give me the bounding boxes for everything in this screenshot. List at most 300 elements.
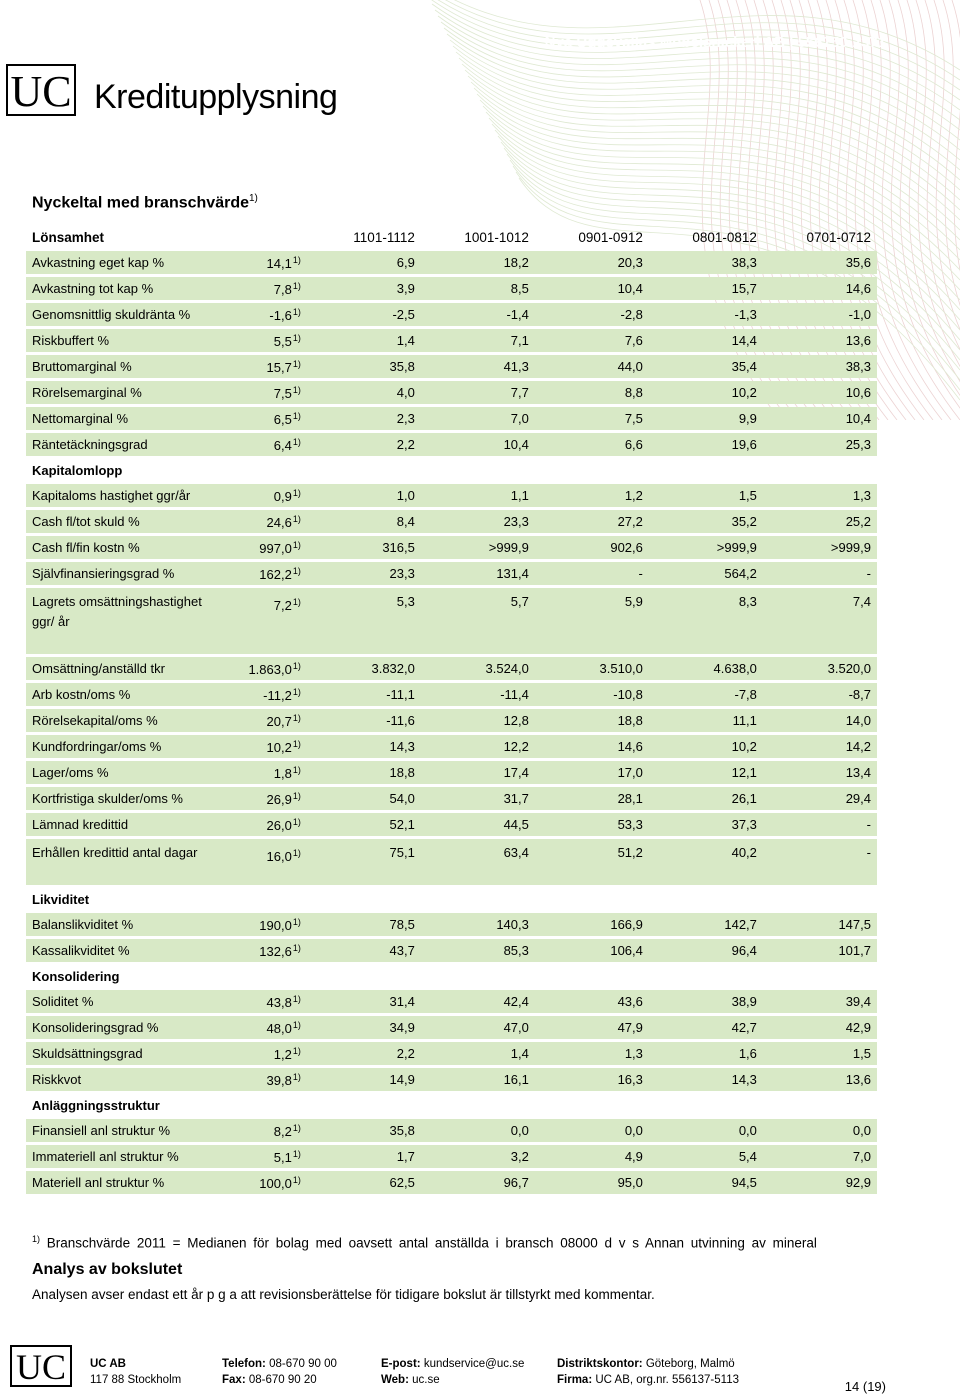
value-cell: 96,4 — [649, 939, 763, 962]
value-cell: 78,5 — [307, 913, 421, 936]
footnote-mark: 1) — [292, 384, 301, 395]
footnote: $^{1)}$ Branschvärde 2011 = Medianen för bolag med oavsett antal anställda i bransch 08000 d v s Annan utvinning av mineral — [32, 1234, 817, 1251]
benchmark-cell — [220, 813, 307, 836]
value-cell: 38,3 — [763, 355, 877, 378]
column-header: 0801-0812 — [692, 229, 757, 245]
footnote-mark: 1) — [292, 712, 301, 723]
group-title: Kapitalomlopp — [32, 462, 123, 478]
value-cell: 7,0 — [421, 407, 535, 430]
value-cell: 7,0 — [763, 1145, 877, 1168]
benchmark-value: 48,0 — [266, 1020, 292, 1036]
row-label: Immateriell anl struktur % — [26, 1145, 220, 1168]
value-cell: 62,5 — [307, 1171, 421, 1194]
group-header-row — [26, 459, 877, 481]
footer-offices: Distriktskontor: Göteborg, Malmö Firma: UC AB, org.nr. 556137-5113 — [557, 1358, 739, 1386]
value-cell: 27,2 — [535, 510, 649, 533]
table-row — [26, 355, 877, 378]
row-label: Kundfordringar/oms % — [26, 735, 220, 758]
value-cell: -2,8 — [535, 303, 649, 326]
table-row — [26, 1119, 877, 1142]
value-cell: 85,3 — [421, 939, 535, 962]
group-title: Anläggningsstruktur — [32, 1097, 160, 1113]
value-cell: 39,4 — [763, 990, 877, 1013]
value-cell: 3.524,0 — [421, 657, 535, 680]
value-cell: >999,9 — [421, 536, 535, 559]
value-cell: 3.510,0 — [535, 657, 649, 680]
value-cell: 31,7 — [421, 787, 535, 810]
value-cell: 23,3 — [421, 510, 535, 533]
value-cell: 1,5 — [649, 484, 763, 507]
benchmark-value: 0,9 — [273, 488, 292, 504]
benchmark-value: 26,9 — [266, 791, 292, 807]
benchmark-value: 5,5 — [273, 333, 292, 349]
value-cell: 2,2 — [307, 433, 421, 456]
table-row — [26, 1042, 877, 1065]
value-cell: 3.832,0 — [307, 657, 421, 680]
footnote-mark: 1) — [292, 306, 301, 317]
value-cell: 18,2 — [421, 251, 535, 274]
value-cell: 29,4 — [763, 787, 877, 810]
value-cell: 42,9 — [763, 1016, 877, 1039]
value-cell: 9,9 — [649, 407, 763, 430]
value-cell: - — [535, 562, 649, 585]
value-cell: 1,6 — [649, 1042, 763, 1065]
table-row — [26, 735, 877, 758]
table-header-row — [26, 226, 877, 248]
value-cell: 7,4 — [763, 588, 877, 654]
column-header: 1101-1112 — [353, 229, 415, 245]
value-cell: >999,9 — [649, 536, 763, 559]
row-label: Kassalikviditet % — [26, 939, 220, 962]
group-title: Likviditet — [32, 891, 90, 907]
value-cell: 2,3 — [307, 407, 421, 430]
value-cell: 142,7 — [649, 913, 763, 936]
value-cell: 14,0 — [763, 709, 877, 732]
group-header-row — [26, 965, 877, 987]
footnote-mark: 1) — [292, 565, 301, 576]
value-cell: -8,7 — [763, 683, 877, 706]
footnote-mark: 1) — [292, 1174, 301, 1185]
footnote-mark: 1) — [292, 539, 301, 550]
table-row — [26, 536, 877, 559]
analysis-title: Analys av bokslutet — [32, 1261, 183, 1278]
benchmark-value: 1,8 — [273, 765, 292, 781]
value-cell: -11,1 — [307, 683, 421, 706]
footnote-mark: 1) — [292, 410, 301, 421]
value-cell: 37,3 — [649, 813, 763, 836]
value-cell: 3,9 — [307, 277, 421, 300]
value-cell: 17,4 — [421, 761, 535, 784]
value-cell: 17,0 — [535, 761, 649, 784]
value-cell: 18,8 — [307, 761, 421, 784]
footnote-mark: 1) — [292, 1019, 301, 1030]
column-header: 0901-0912 — [578, 229, 643, 245]
row-label: Erhållen kredittid antal dagar — [26, 839, 220, 885]
benchmark-cell — [220, 683, 307, 706]
value-cell: 44,0 — [535, 355, 649, 378]
benchmark-cell — [220, 1145, 307, 1168]
benchmark-value: 7,2 — [273, 598, 292, 613]
value-cell: 1,2 — [535, 484, 649, 507]
benchmark-cell — [220, 588, 307, 654]
value-cell: 16,1 — [421, 1068, 535, 1091]
value-cell: 42,7 — [649, 1016, 763, 1039]
table-row — [26, 1068, 877, 1091]
value-cell: 38,3 — [649, 251, 763, 274]
value-cell: 38,9 — [649, 990, 763, 1013]
value-cell: 94,5 — [649, 1171, 763, 1194]
value-cell: 51,2 — [535, 839, 649, 885]
table-row — [26, 913, 877, 936]
value-cell: 14,3 — [307, 735, 421, 758]
footnote-mark: 1) — [292, 254, 301, 265]
table-row — [26, 381, 877, 404]
benchmark-cell — [220, 761, 307, 784]
value-cell: - — [763, 839, 877, 885]
row-label: Arb kostn/oms % — [26, 683, 220, 706]
value-cell: 564,2 — [649, 562, 763, 585]
table-row — [26, 588, 877, 654]
value-cell: 10,4 — [763, 407, 877, 430]
row-label: Kapitaloms hastighet ggr/år — [26, 484, 220, 507]
table-row — [26, 683, 877, 706]
value-cell: >999,9 — [763, 536, 877, 559]
value-cell: 12,1 — [649, 761, 763, 784]
table-row — [26, 329, 877, 352]
benchmark-value: -11,2 — [263, 687, 292, 703]
footer-contact: E-post: kundservice@uc.se Web: uc.se — [381, 1358, 525, 1386]
value-cell: 35,2 — [649, 510, 763, 533]
benchmark-value: 20,7 — [266, 713, 292, 729]
value-cell: -1,4 — [421, 303, 535, 326]
benchmark-value: 100,0 — [259, 1175, 292, 1191]
column-header: 0701-0712 — [806, 229, 871, 245]
benchmark-value: 7,8 — [273, 281, 292, 297]
value-cell: 131,4 — [421, 562, 535, 585]
row-label: Omsättning/anställd tkr — [26, 657, 220, 680]
value-cell: -11,4 — [421, 683, 535, 706]
value-cell: 14,2 — [763, 735, 877, 758]
benchmark-cell — [220, 1016, 307, 1039]
value-cell: 0,0 — [649, 1119, 763, 1142]
table-row — [26, 813, 877, 836]
value-cell: 5,9 — [535, 588, 649, 654]
value-cell: 26,1 — [649, 787, 763, 810]
value-cell: 23,3 — [307, 562, 421, 585]
table-row — [26, 709, 877, 732]
table-row — [26, 484, 877, 507]
value-cell: 75,1 — [307, 839, 421, 885]
benchmark-cell — [220, 1042, 307, 1065]
value-cell: 10,2 — [649, 381, 763, 404]
footnote-mark: 1) — [292, 332, 301, 343]
table-row — [26, 761, 877, 784]
value-cell: 15,7 — [649, 277, 763, 300]
table-row — [26, 990, 877, 1013]
value-cell: 4,0 — [307, 381, 421, 404]
value-cell: 166,9 — [535, 913, 649, 936]
benchmark-value: 26,0 — [266, 817, 292, 833]
row-label: Lagrets omsättningshastighet ggr/ år — [26, 588, 220, 654]
value-cell: 1,4 — [421, 1042, 535, 1065]
benchmark-cell — [220, 407, 307, 430]
table-row — [26, 1171, 877, 1194]
value-cell: 92,9 — [763, 1171, 877, 1194]
svg-text:UC: UC — [15, 1347, 67, 1387]
value-cell: 1,5 — [763, 1042, 877, 1065]
row-label: Kortfristiga skulder/oms % — [26, 787, 220, 810]
benchmark-value: 1.863,0 — [248, 661, 292, 677]
footnote-mark: 1) — [292, 993, 301, 1004]
benchmark-cell — [220, 787, 307, 810]
benchmark-value: -1,6 — [269, 307, 292, 323]
benchmark-cell — [220, 1068, 307, 1091]
benchmark-cell — [220, 709, 307, 732]
footnote-mark: 1) — [292, 513, 301, 524]
key-ratios-table — [26, 223, 877, 1197]
value-cell: -10,8 — [535, 683, 649, 706]
footnote-mark: 1) — [292, 686, 301, 697]
value-cell: 43,6 — [535, 990, 649, 1013]
row-label: Nettomarginal % — [26, 407, 220, 430]
document-title: Kreditupplysning — [94, 78, 338, 116]
row-label: Riskkvot — [26, 1068, 220, 1091]
value-cell: 147,5 — [763, 913, 877, 936]
value-cell: 25,2 — [763, 510, 877, 533]
value-cell: 96,7 — [421, 1171, 535, 1194]
benchmark-value: 7,5 — [273, 385, 292, 401]
value-cell: 35,8 — [307, 1119, 421, 1142]
table-row — [26, 939, 877, 962]
value-cell: 41,3 — [421, 355, 535, 378]
benchmark-cell — [220, 303, 307, 326]
footnote-mark: 1) — [292, 942, 301, 953]
group-title: Lönsamhet — [32, 229, 105, 245]
benchmark-value: 6,4 — [273, 437, 292, 453]
value-cell: 16,3 — [535, 1068, 649, 1091]
value-cell: 5,7 — [421, 588, 535, 654]
value-cell: 14,6 — [763, 277, 877, 300]
footnote-mark: 1) — [292, 764, 301, 775]
table-row — [26, 839, 877, 885]
benchmark-cell — [220, 381, 307, 404]
value-cell: 10,6 — [763, 381, 877, 404]
value-cell: 5,4 — [649, 1145, 763, 1168]
value-cell: 44,5 — [421, 813, 535, 836]
footnote-mark: 1) — [292, 1148, 301, 1159]
row-label: Materiell anl struktur % — [26, 1171, 220, 1194]
benchmark-cell — [220, 562, 307, 585]
benchmark-cell — [220, 355, 307, 378]
value-cell: 35,4 — [649, 355, 763, 378]
value-cell: 6,6 — [535, 433, 649, 456]
value-cell: 0,0 — [535, 1119, 649, 1142]
benchmark-value: 132,6 — [259, 943, 292, 959]
value-cell: 7,5 — [535, 407, 649, 430]
row-label: Finansiell anl struktur % — [26, 1119, 220, 1142]
benchmark-value: 190,0 — [259, 917, 292, 933]
benchmark-cell — [220, 329, 307, 352]
value-cell: 1,1 — [421, 484, 535, 507]
value-cell: 13,4 — [763, 761, 877, 784]
analysis-text: Analysen avser endast ett år p g a att revisionsberättelse för tidigare bokslut är tillstyrkt med kommentar. — [32, 1287, 655, 1302]
value-cell: 8,4 — [307, 510, 421, 533]
value-cell: 14,6 — [535, 735, 649, 758]
footnote-mark: 1) — [292, 436, 301, 447]
value-cell: 7,7 — [421, 381, 535, 404]
table-row — [26, 277, 877, 300]
benchmark-cell — [220, 484, 307, 507]
row-label: Lager/oms % — [26, 761, 220, 784]
benchmark-value: 1,2 — [273, 1046, 292, 1062]
benchmark-cell — [220, 913, 307, 936]
value-cell: -1,0 — [763, 303, 877, 326]
value-cell: 10,2 — [649, 735, 763, 758]
value-cell: 53,3 — [535, 813, 649, 836]
value-cell: -7,8 — [649, 683, 763, 706]
company-header: Nya Uddevallas Möbelsnickeri AB | 556750-2371 — [544, 34, 886, 51]
row-label: Riskbuffert % — [26, 329, 220, 352]
table-row — [26, 657, 877, 680]
benchmark-value: 8,2 — [273, 1123, 292, 1139]
table-row — [26, 407, 877, 430]
value-cell: 12,2 — [421, 735, 535, 758]
value-cell: 10,4 — [421, 433, 535, 456]
value-cell: 14,9 — [307, 1068, 421, 1091]
value-cell: 8,3 — [649, 588, 763, 654]
benchmark-cell — [220, 657, 307, 680]
benchmark-cell — [220, 1119, 307, 1142]
footnote-mark: 1) — [292, 660, 301, 671]
value-cell: 40,2 — [649, 839, 763, 885]
value-cell: 95,0 — [535, 1171, 649, 1194]
footnote-mark: 1) — [292, 280, 301, 291]
footnote-mark: 1) — [292, 916, 301, 927]
footnote-mark: 1) — [292, 597, 301, 607]
value-cell: 106,4 — [535, 939, 649, 962]
value-cell: 0,0 — [763, 1119, 877, 1142]
row-label: Konsolideringsgrad % — [26, 1016, 220, 1039]
section-title: Nyckeltal med branschvärde$^{1)}$ — [32, 193, 258, 212]
benchmark-cell — [220, 251, 307, 274]
benchmark-cell — [220, 990, 307, 1013]
value-cell: 0,0 — [421, 1119, 535, 1142]
value-cell: 47,9 — [535, 1016, 649, 1039]
value-cell: 5,3 — [307, 588, 421, 654]
value-cell: 42,4 — [421, 990, 535, 1013]
footnote-mark: 1) — [292, 1122, 301, 1133]
value-cell: 3,2 — [421, 1145, 535, 1168]
value-cell: 1,0 — [307, 484, 421, 507]
value-cell: 12,8 — [421, 709, 535, 732]
table-row — [26, 510, 877, 533]
group-header-row — [26, 1094, 877, 1116]
value-cell: 11,1 — [649, 709, 763, 732]
table-row — [26, 433, 877, 456]
value-cell: 63,4 — [421, 839, 535, 885]
benchmark-value: 16,0 — [266, 849, 292, 864]
value-cell: 7,6 — [535, 329, 649, 352]
value-cell: 14,3 — [649, 1068, 763, 1091]
benchmark-cell — [220, 735, 307, 758]
value-cell: -2,5 — [307, 303, 421, 326]
benchmark-cell — [220, 277, 307, 300]
group-title: Konsolidering — [32, 968, 120, 984]
value-cell: 31,4 — [307, 990, 421, 1013]
value-cell: 8,5 — [421, 277, 535, 300]
row-label: Balanslikviditet % — [26, 913, 220, 936]
row-label: Skuldsättningsgrad — [26, 1042, 220, 1065]
row-label: Soliditet % — [26, 990, 220, 1013]
value-cell: 35,8 — [307, 355, 421, 378]
value-cell: 20,3 — [535, 251, 649, 274]
value-cell: - — [763, 813, 877, 836]
benchmark-cell — [220, 433, 307, 456]
value-cell: 13,6 — [763, 329, 877, 352]
value-cell: 101,7 — [763, 939, 877, 962]
footnote-mark: 1) — [292, 848, 301, 858]
footnote-mark: 1) — [292, 1045, 301, 1056]
value-cell: 140,3 — [421, 913, 535, 936]
footnote-mark: 1) — [292, 738, 301, 749]
benchmark-value: 6,5 — [273, 411, 292, 427]
benchmark-cell — [220, 1171, 307, 1194]
value-cell: 54,0 — [307, 787, 421, 810]
value-cell: 34,9 — [307, 1016, 421, 1039]
footnote-mark: 1) — [292, 1071, 301, 1082]
value-cell: - — [763, 562, 877, 585]
benchmark-cell — [220, 536, 307, 559]
footnote-mark: 1) — [292, 487, 301, 498]
table-row — [26, 562, 877, 585]
column-header: 1001-1012 — [464, 229, 529, 245]
benchmark-value: 14,1 — [266, 255, 292, 271]
value-cell: 47,0 — [421, 1016, 535, 1039]
value-cell: 1,4 — [307, 329, 421, 352]
value-cell: 25,3 — [763, 433, 877, 456]
value-cell: 43,7 — [307, 939, 421, 962]
footer-phone: Telefon: 08-670 90 00 Fax: 08-670 90 20 — [222, 1358, 337, 1386]
row-label: Rörelsemarginal % — [26, 381, 220, 404]
table-row — [26, 1145, 877, 1168]
group-header-row — [26, 888, 877, 910]
benchmark-value: 997,0 — [259, 540, 292, 556]
value-cell: 1,3 — [535, 1042, 649, 1065]
footnote-mark: 1) — [292, 358, 301, 369]
value-cell: 316,5 — [307, 536, 421, 559]
footnote-mark: 1) — [292, 816, 301, 827]
footnote-mark: 1) — [292, 790, 301, 801]
row-label: Rörelsekapital/oms % — [26, 709, 220, 732]
bench-header-blank — [220, 226, 307, 248]
benchmark-value: 10,2 — [266, 739, 292, 755]
row-label: Cash fl/fin kostn % — [26, 536, 220, 559]
benchmark-value: 5,1 — [273, 1149, 292, 1165]
value-cell: 35,6 — [763, 251, 877, 274]
value-cell: 10,4 — [535, 277, 649, 300]
row-label: Lämnad kredittid — [26, 813, 220, 836]
uc-logo-text: UC — [10, 67, 72, 116]
benchmark-value: 43,8 — [266, 994, 292, 1010]
value-cell: 6,9 — [307, 251, 421, 274]
value-cell: 8,8 — [535, 381, 649, 404]
benchmark-value: 15,7 — [266, 359, 292, 375]
table-row — [26, 251, 877, 274]
row-label: Cash fl/tot skuld % — [26, 510, 220, 533]
row-label: Avkastning eget kap % — [26, 251, 220, 274]
table-row — [26, 787, 877, 810]
benchmark-value: 162,2 — [259, 566, 292, 582]
